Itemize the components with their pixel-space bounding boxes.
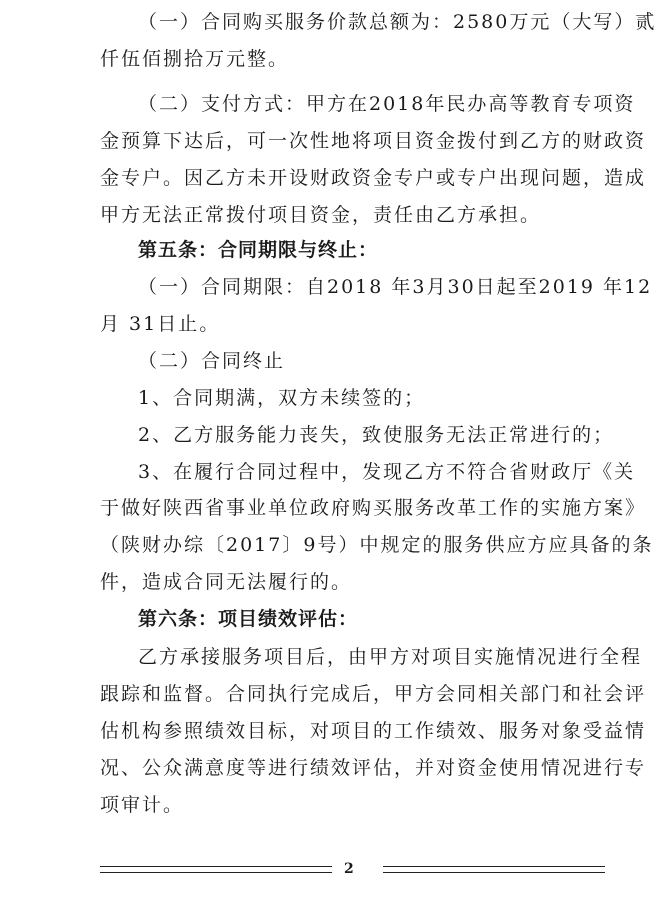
paragraph-line: 甲方无法正常拨付项目资金，责任由乙方承担。	[100, 204, 542, 226]
paragraph-line: 月 31日止。	[100, 313, 221, 335]
section-heading-6: 第六条：项目绩效评估：	[138, 608, 359, 630]
list-item: 2、乙方服务能力丧失，致使服务无法正常进行的；	[138, 424, 615, 446]
paragraph-line: 估机构参照绩效目标，对项目的工作绩效、服务对象受益情	[100, 720, 647, 742]
paragraph-line: （陕财办综〔2017〕9号）中规定的服务供应方应具备的条	[100, 534, 654, 556]
footer-rule-left-top	[100, 866, 332, 867]
paragraph-line: （一）合同购买服务价款总额为：2580万元（大写）贰	[138, 11, 657, 33]
paragraph-line: 跟踪和监督。合同执行完成后，甲方会同相关部门和社会评	[100, 683, 647, 705]
list-item: 1、合同期满，双方未续签的；	[138, 387, 426, 409]
paragraph-line: （二）合同终止	[138, 350, 286, 372]
paragraph-line: 乙方承接服务项目后，由甲方对项目实施情况进行全程	[138, 646, 643, 668]
page-number: 2	[344, 861, 354, 877]
paragraph-line: （二）支付方式：甲方在2018年民办高等教育专项资	[138, 93, 636, 115]
paragraph-line: 金预算下达后，可一次性地将项目资金拨付到乙方的财政资	[100, 130, 647, 152]
section-heading-5: 第五条：合同期限与终止：	[138, 239, 379, 261]
paragraph-line: 于做好陕西省事业单位政府购买服务改革工作的实施方案》	[100, 497, 647, 519]
paragraph-line: 项审计。	[100, 794, 185, 816]
footer-rule-right-bottom	[383, 872, 605, 873]
paragraph-line: 况、公众满意度等进行绩效评估，并对资金使用情况进行专	[100, 757, 647, 779]
paragraph-line: 金专户。因乙方未开设财政资金专户或专户出现问题，造成	[100, 167, 647, 189]
paragraph-line: 件，造成合同无法履行的。	[100, 571, 353, 593]
footer-rule-right-top	[383, 866, 605, 867]
paragraph-line: 仟伍佰捌拾万元整。	[100, 48, 290, 70]
footer-rule-left-bottom	[100, 872, 332, 873]
list-item: 3、在履行合同过程中，发现乙方不符合省财政厅《关	[138, 461, 636, 483]
paragraph-line: （一）合同期限：自2018 年3月30日起至2019 年12	[138, 276, 653, 298]
